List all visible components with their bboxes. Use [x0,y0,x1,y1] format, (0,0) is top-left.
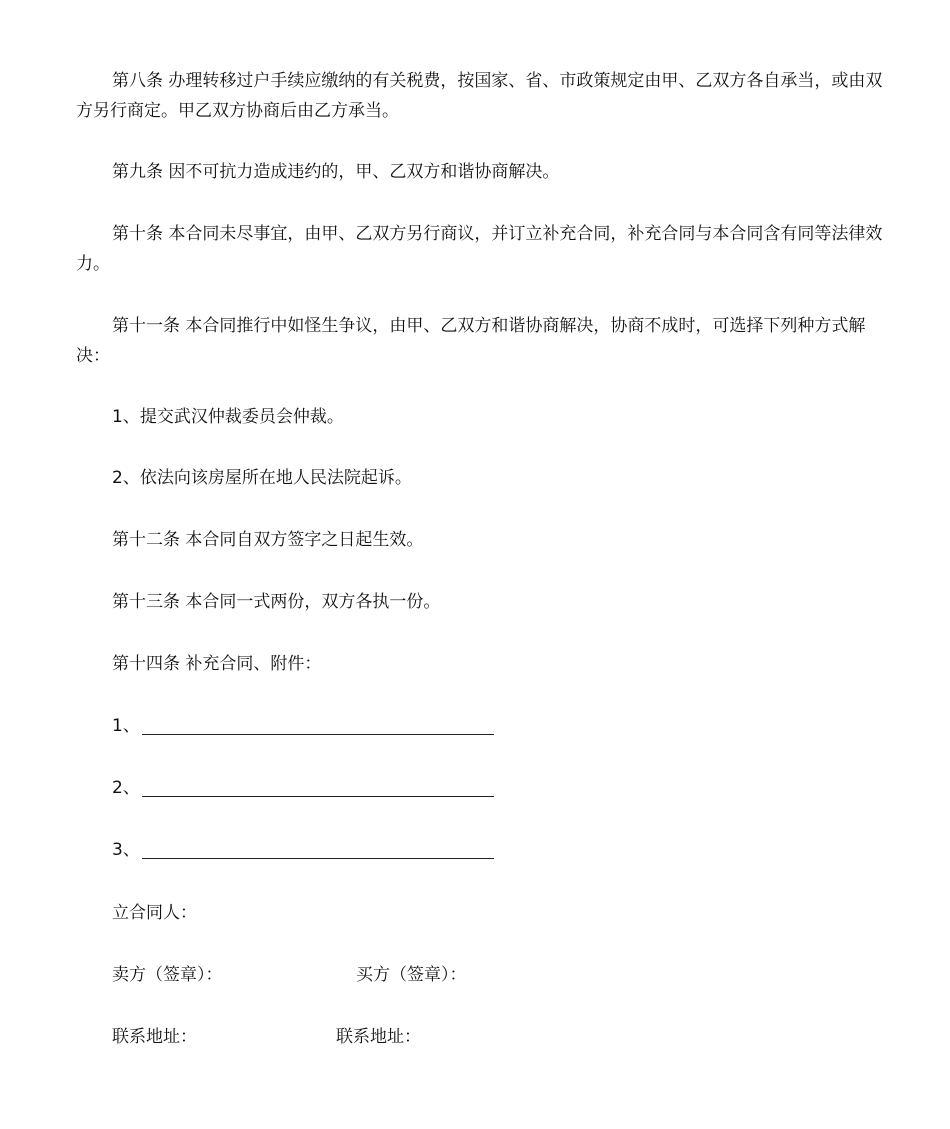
article-14: 第十四条 补充合同、附件： [112,654,322,674]
attachment-line [112,773,512,803]
attachment-number: 3、 [112,840,140,860]
buyer-address-label: 联系地址： [336,1027,421,1047]
seller-signature-label: 卖方（签章）： [112,965,223,985]
blank-underline [142,858,494,859]
attachment-line [112,711,512,741]
blank-underline [142,734,494,735]
blank-underline [142,796,494,797]
option-arbitration: 1、提交武汉仲裁委员会仲裁。 [112,407,344,427]
attachment-number: 1、 [112,716,140,736]
signatories-label: 立合同人： [112,903,197,923]
article-11: 第十一条 本合同推行中如怪生争议，由甲、乙双方和谐协商解决，协商不成时，可选择下列种方式解决： [76,316,866,366]
article-13: 第十三条 本合同一式两份，双方各执一份。 [112,592,441,612]
article-10: 第十条 本合同未尽事宜，由甲、乙双方另行商议，并订立补充合同，补充合同与本合同含有同等法律效力。 [76,224,883,274]
attachment-line [112,835,512,865]
option-lawsuit: 2、依法向该房屋所在地人民法院起诉。 [112,468,412,488]
attachment-number: 2、 [112,778,140,798]
seller-address-label: 联系地址： [112,1027,197,1047]
article-8: 第八条 办理转移过户手续应缴纳的有关税费，按国家、省、市政策规定由甲、乙双方各自承当，或由双方另行商定。甲乙双方协商后由乙方承当。 [76,71,883,121]
article-12: 第十二条 本合同自双方签字之日起生效。 [112,530,424,550]
buyer-signature-label: 买方（签章）： [356,965,467,985]
article-9: 第九条 因不可抗力造成违约的，甲、乙双方和谐协商解决。 [112,162,560,182]
